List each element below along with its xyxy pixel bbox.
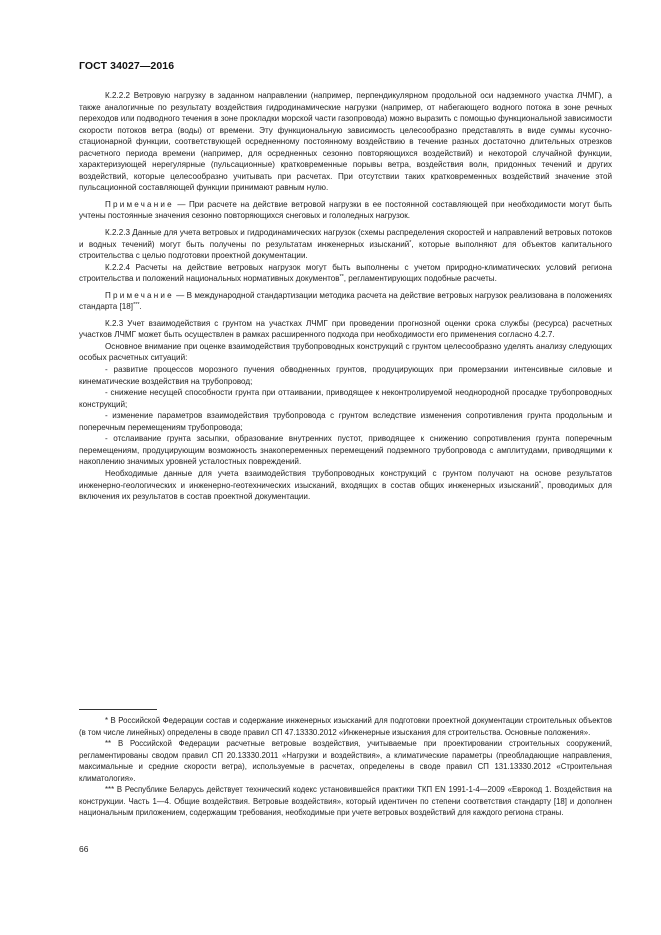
paragraph-required-data [79, 468, 612, 503]
footnotes [79, 715, 612, 819]
list-item-parameter-change: - изменение параметров взаимодействия трубопровода с грунтом вследствие изменения сопротивления грунта продольным и поперечным перемещениям трубопровода; [79, 411, 612, 432]
paragraph-text: К.2.2.3 Данные для учета ветровых и гидродинамических нагрузок (схемы распределения скоростей и направлений ветровых потоков и водных течений) могут быть получены по результатам инженерных изысканий [79, 228, 612, 249]
paragraph-k-2-2-3 [79, 227, 612, 262]
note-label: Примечание [105, 290, 174, 300]
list-item-thawing: - снижение несущей способности грунта при оттаивании, приводящее к неконтролируемой неоднородной просадке трубопроводных конструкций; [79, 388, 612, 409]
note-international [79, 290, 612, 313]
note-wind-load [79, 199, 612, 222]
note-text-end: . [139, 302, 142, 312]
list-item-frost-heave: - развитие процессов морозного пучения обводненных грунтов, продуцирующих при промерзании интенсивные силовые и кинематические воздействия на трубопровод; [79, 365, 612, 386]
page-number: 66 [79, 844, 89, 854]
footnote-ref: * [538, 480, 542, 487]
paragraph-k-2-3: К.2.3 Учет взаимодействия с грунтом на участках ЛЧМГ при проведении прогнозной оценки срока службы (ресурса) расчетных участков ЛЧМГ может быть осуществлен в рамках расширенного подхода при необходимости его применения согласно 4.2.7. [79, 318, 612, 340]
document-header: ГОСТ 34027—2016 [79, 60, 175, 72]
footnote-1: * В Российской Федерации состав и содержание инженерных изысканий для подготовки проектной документации строительных объектов (в том числе линейных) определены в своде правил СП 47.13330.2012 «Инженерные изыскания для строительства. Основные положения». [79, 716, 612, 737]
footnote-2: ** В Российской Федерации расчетные ветровые воздействия, учитываемые при проектировании строительных сооружений, регламентированы сводом правил СП 20.13330.2011 «Нагрузки и воздействия», а климатические параметры (преобладающие направления, максимальные и средние скорости ветра), используемые в расчетах, определены в своде правил СП 131.13330.2012 «Строительная климатология». [79, 739, 612, 783]
paragraph-focus: Основное внимание при оценке взаимодействия трубопроводных конструкций с грунтом целесообразно уделять анализу следующих особых расчетных ситуаций: [79, 341, 612, 363]
footnote-3: *** В Республике Беларусь действует технический кодекс установившейся практики ТКП EN 1991-1-4—2009 «Еврокод 1. Воздействия на конструкции. Часть 1—4. Общие воздействия. Ветровые воздействия», который идентичен по степени соответствия стандарту [18] и дополнен национальным приложением, содержащим требования, необходимые при учете ветровых воздействий для каждого региона страны. [79, 785, 612, 817]
note-text: — В международной стандартизации методика расчета на действие ветровых нагрузок реализована в положениях стандарта [18] [79, 290, 612, 312]
list-item-backfill: - отслаивание грунта засыпки, образование внутренних пустот, приводящее к снижению сопротивления грунта поперечным перемещениям, продуцирующим возможность знакопеременных перемещений подземного трубопровода с амплитудами, приводящими к накоплению значимых уровней усталостных повреждений. [79, 434, 612, 467]
footnote-ref: ** [339, 274, 344, 281]
paragraph-k-2-2-4 [79, 262, 612, 285]
paragraph-k-2-2-2: К.2.2.2 Ветровую нагрузку в заданном направлении (например, перпендикулярном продольной оси надземного участка ЛЧМГ), а также аналогичные по результату воздействия гидродинамические нагрузки (например, от набегающего водного потока в зоне речных переходов или подводного течения в зоне прокладки морской части газопровода) можно выразить с помощью функциональной зависимости скорости потоков ветра (воды) от времени. Эту функциональную зависимость целесообразно представлять в виде суммы кусочно-стационарной функции, соответствующей осредненному постоянному воздействию в течение разных достаточно длительных отрезков расчетного периода времени (например, для осредненных сезонно повторяющихся воздействий) и некоторой случайной функции, характеризующей нерегулярные (пульсационные) кратковременные порывы ветра, воздействия волн, придонных течений и других воздействий, которые целесообразно учитывать при расчетах. При отсутствии таких кратковременных воздействий значение этой пульсационной составляющей функции принимают равным нулю. [79, 91, 612, 193]
paragraph-text: , регламентирующих подобные расчеты. [343, 274, 497, 284]
note-label: Примечание [105, 199, 174, 209]
paragraph-text: , которые выполняют для объектов капитального строительства с целью подготовки проектной документации. [79, 239, 612, 261]
paragraph-text: Необходимые данные для учета взаимодействия трубопроводных конструкций с грунтом получают на основе результатов инженерно-геологических и инженерно-геотехнических изысканий, входящих в состав общих инженерных изысканий [79, 468, 612, 490]
footnote-divider [79, 709, 157, 710]
footnote-ref: *** [133, 302, 140, 309]
main-text [79, 90, 612, 503]
paragraph-text: К.2.2.4 Расчеты на действие ветровых нагрузок могут быть выполнены с учетом природно-климатических условий региона строительства и положений национальных нормативных документов [79, 262, 612, 284]
footnote-ref: * [409, 239, 412, 246]
paragraph-text: , проводимых для включения их результатов в состав проектной документации. [79, 480, 612, 502]
note-text: — При расчете на действие ветровой нагрузки в ее постоянной составляющей при необходимости могут быть учтены постоянные значения сезонно повторяющихся снеговых и гололедных нагрузок. [79, 199, 612, 221]
